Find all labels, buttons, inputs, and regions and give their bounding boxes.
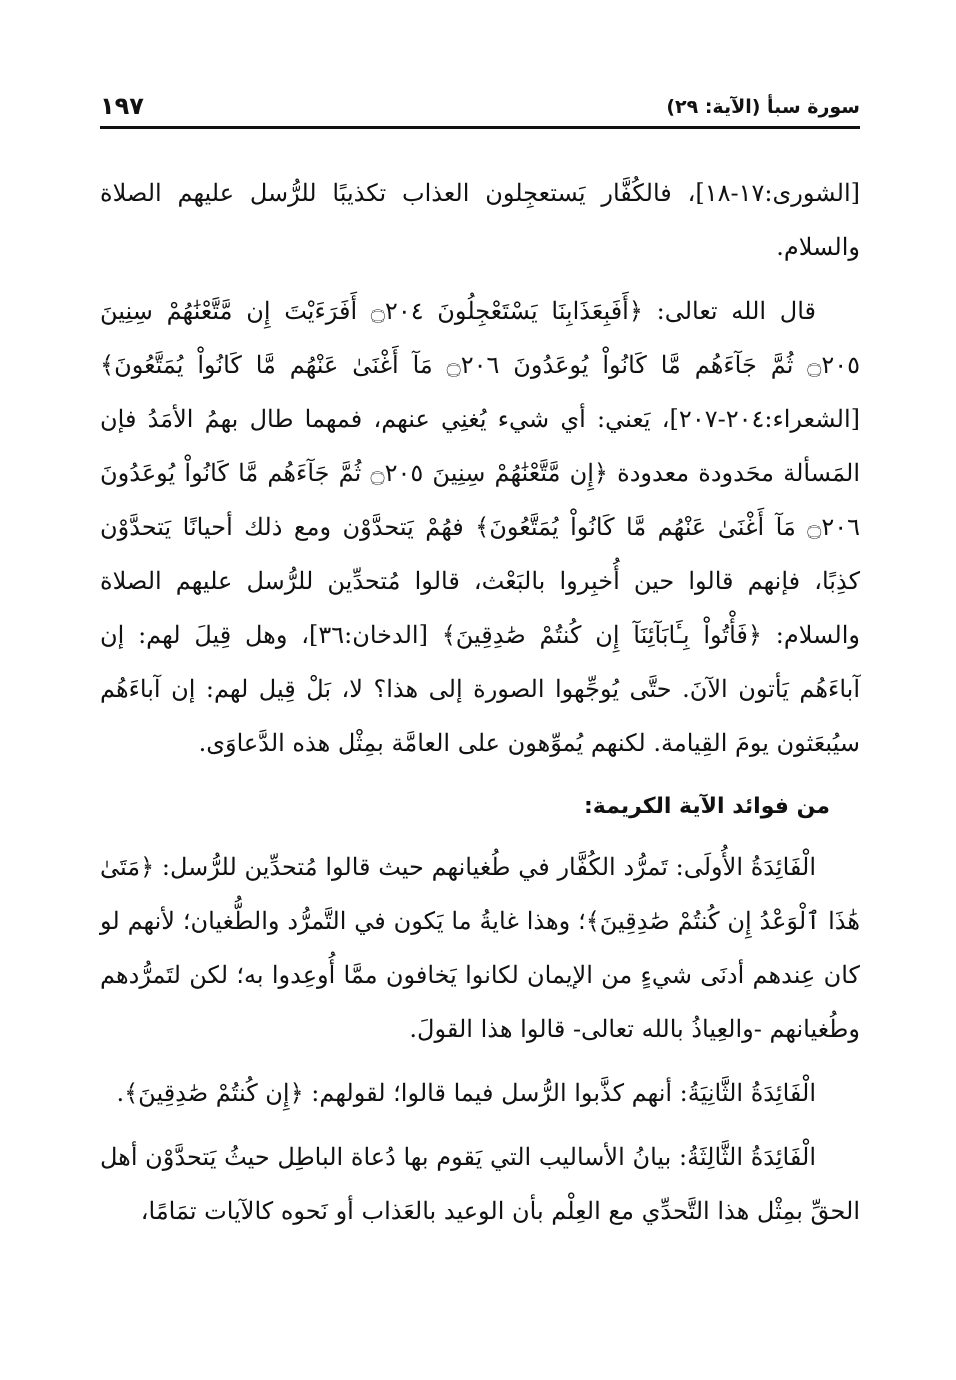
- benefit-paragraph: الْفَائِدَةُ الأُولَى: تَمرُّد الكُفَّار في طُغيانهم حيث قالوا مُتحدِّين للرُّسل: ﴿مَتَىٰ هَٰذَا ٱلْوَعْدُ إِن كُنتُمْ صَٰدِقِينَ﴾؛ وهذا غايةُ ما يَكون في التَّمرُّد والطُّغيان؛ لأنهم لو كان عِندهم أدنَى شيءٍ من الإيمان لكانوا يَخافون ممَّا أُوعِدوا به؛ لكن لتَمرُّدهم وطُغيانهم -والعِياذُ بالله تعالى- قالوا هذا القولَ.: [100, 853, 860, 1043]
- benefit-paragraph: الْفَائِدَةُ الثَّانِيَةُ: أنهم كذَّبوا الرُّسل فيما قالوا؛ لقولهم: ﴿إِن كُنتُمْ صَٰدِقِينَ﴾.: [116, 1079, 816, 1107]
- benefits-heading: من فوائد الآية الكريمة:: [583, 794, 830, 819]
- body-paragraph: [الشورى:١٧-١٨]، فالكُفَّار يَستعجِلون العذاب تكذيبًا للرُّسل عليهم الصلاة والسلام.: [100, 179, 860, 261]
- page-body: [100, 166, 860, 1248]
- header-rule: [100, 126, 860, 129]
- body-paragraph: قال الله تعالى: ﴿أَفَبِعَذَابِنَا يَسْتَعْجِلُونَ ۝٢٠٤ أَفَرَءَيْتَ إِن مَّتَّعْنَٰهُمْ سِنِينَ ۝٢٠٥ ثُمَّ جَآءَهُم مَّا كَانُواْ يُوعَدُونَ ۝٢٠٦ مَآ أَغْنَىٰ عَنْهُم مَّا كَانُواْ يُمَتَّعُونَ﴾ [الشعراء:٢٠٤-٢٠٧]، يَعني: أي شيء يُغنِي عنهم، فمهما طال بهمُ الأمَدُ فإن المَسألة محَدودة معدودة ﴿إِن مَّتَّعْنَٰهُمْ سِنِينَ ۝٢٠٥ ثُمَّ جَآءَهُم مَّا كَانُواْ يُوعَدُونَ ۝٢٠٦ مَآ أَغْنَىٰ عَنْهُم مَّا كَانُواْ يُمَتَّعُونَ﴾ فهُمْ يَتحدَّوْن ومع ذلك أحيانًا يَتحدَّوْن كذِبًا، فإنهم قالوا حين أُخبِروا بالبَعْث، قالوا مُتحدِّين للرُّسل عليهم الصلاة والسلام: ﴿فَأْتُواْ بِـَٔابَآئِنَآ إِن كُنتُمْ صَٰدِقِينَ﴾ [الدخان:٣٦]، وهل قِيلَ لهم: إن آباءَهُم يَأتون الآنَ. حتَّى يُوجِّهوا الصورة إلى هذا؟ لا، بَلْ قِيل لهم: إن آباءَهُم سيُبعَثون يومَ القِيامة. لكنهم يُموِّهون على العامَّة بمِثْل هذه الدَّعاوَى.: [100, 297, 860, 757]
- benefit-paragraph: الْفَائِدَةُ الثَّالِثَةُ: بيانُ الأساليب التي يَقوم بها دُعاة الباطِل حيثُ يَتحدَّوْن أهل الحقِّ بمِثْل هذا التَّحدِّي مع العِلْم بأن الوعيد بالعَذاب أو نَحوه كالآيات تمَامًا،: [100, 1143, 860, 1225]
- page-header: [100, 92, 860, 126]
- running-title: سورة سبأ (الآية: ٢٩): [666, 96, 860, 118]
- page-number: ١٩٧: [100, 92, 144, 120]
